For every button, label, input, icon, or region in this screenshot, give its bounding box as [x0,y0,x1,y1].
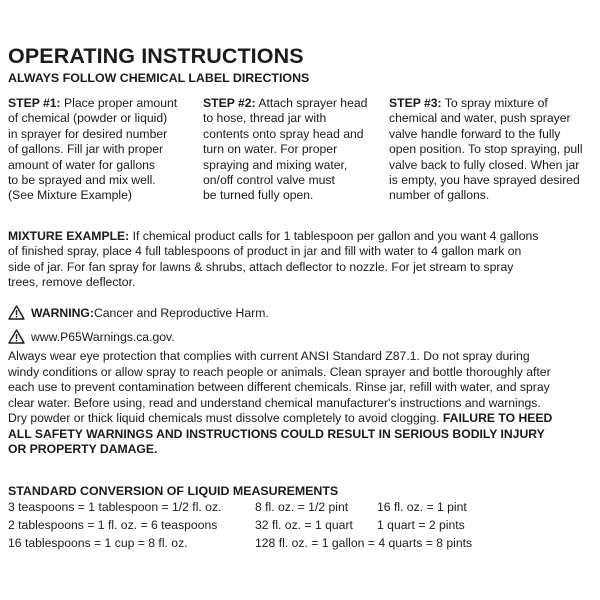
step-3 [389,96,594,204]
step-1-line: of gallons. Fill jar with proper [8,142,164,157]
safety-line: each use to prevent contamination between different chemicals. Rinse jar, refill with water, and spray [8,380,550,394]
conversion-entry: 16 fl. oz. = 1 pint [377,500,467,514]
step-3-line: open position. To stop spraying, pull [389,142,583,157]
step-2-line: contents onto spray head and [203,126,364,141]
safety-line: clear water. Before using, read and understand chemical manufacturer's instructions and warnings. [8,395,541,410]
step-2-line: be turned fully open. [203,188,314,203]
page-subtitle: ALWAYS FOLLOW CHEMICAL LABEL DIRECTIONS [8,71,310,85]
warning-line [8,305,269,320]
page-title: OPERATING INSTRUCTIONS [8,44,304,68]
safety-bold-line: OR PROPERTY DAMAGE. [8,442,158,456]
step-1-line: amount of water for gallons [8,157,156,172]
step-1 [8,96,203,204]
step-2-label: STEP #2: [203,96,256,110]
safety-line: windy conditions or allow spray to reach people or animals. Clean sprayer and bottle thoroughly after [8,364,551,379]
warning-url-line [8,329,175,344]
mixture-line: side of jar. For fan spray for lawns & shrubs, attach deflector to nozzle. For jet stream to spray [8,259,514,274]
safety-bold-text: FAILURE TO HEED [442,411,553,425]
mixture-line: If chemical product calls for 1 tablespoon per gallon and you want 4 gallons [129,229,539,243]
step-1-line: in sprayer for desired number [8,126,168,141]
safety-line: Always wear eye protection that complies with current ANSI Standard Z87.1. Do not spray during [8,349,530,363]
step-1-line: (See Mixture Example) [8,188,132,203]
conversion-entry: 32 fl. oz. = 1 quart [255,518,353,532]
step-3-line: chemical and water, push sprayer [389,111,571,126]
step-1-label: STEP #1: [8,96,61,110]
mixture-example [8,229,594,290]
step-2-line: Attach sprayer head [255,96,368,110]
step-2-line: on/off control valve must [203,173,335,188]
conversion-entry: 3 teaspoons = 1 tablespoon = 1/2 fl. oz. [8,500,222,514]
step-2-line: to hose, thread jar with [203,111,327,126]
warning-label: WARNING: [31,305,94,320]
step-1-line: to be sprayed and mix well. [8,173,156,188]
step-1-line: of chemical (powder or liquid) [8,111,168,126]
conversion-entry: 16 tablespoons = 1 cup = 8 fl. oz. [8,536,188,550]
conversion-title: STANDARD CONVERSION OF LIQUID MEASUREMENTS [8,484,339,498]
step-1-line: Place proper amount [60,96,178,110]
warning-url: www.P65Warnings.ca.gov. [31,329,175,344]
conversion-entry: 8 fl. oz. = 1/2 pint [255,500,349,514]
step-2-line: spraying and mixing water, [203,157,348,172]
step-2-line: turn on water. For proper [203,142,338,157]
mixture-line: of finished spray, place 4 full tablespoons of product in jar and fill with water to 4 gallon mark on [8,244,522,259]
warning-text: Cancer and Reproductive Harm. [93,305,269,320]
steps-section [8,96,594,218]
conversion-entry: 2 tablespoons = 1 fl. oz. = 6 teaspoons [8,518,218,532]
step-3-line: is empty, you have sprayed desired [389,173,580,188]
mixture-line: trees, remove deflector. [8,274,136,289]
warning-triangle-icon [8,305,25,320]
safety-text [8,349,594,458]
safety-line: Dry powder or thick liquid chemicals must dissolve completely to avoid clogging. [8,411,443,425]
step-3-line: valve handle forward to the fully [389,126,561,141]
conversion-entry: 128 fl. oz. = 1 gallon = 4 quarts = 8 pints [255,536,473,550]
mixture-label: MIXTURE EXAMPLE: [8,229,130,243]
step-3-line: To spray mixture of [441,96,548,110]
step-3-line: number of gallons. [389,188,490,203]
step-3-label: STEP #3: [389,96,442,110]
step-3-line: valve back to fully closed. When jar [389,157,580,172]
conversion-entry: 1 quart = 2 pints [377,518,465,532]
step-2 [203,96,388,204]
warning-triangle-icon [8,329,25,344]
safety-bold-line: ALL SAFETY WARNINGS AND INSTRUCTIONS COULD RESULT IN SERIOUS BODILY INJURY [8,426,545,441]
